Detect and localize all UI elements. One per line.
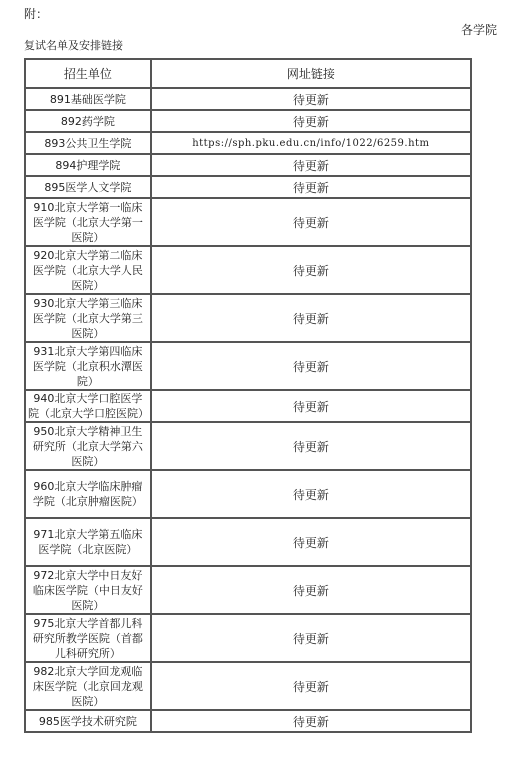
unit-cell: 894护理学院 (25, 154, 151, 176)
link-cell: 待更新 (151, 246, 471, 294)
unit-cell: 982北京大学回龙观临床医学院（北京回龙观医院） (25, 662, 151, 710)
table-row (25, 470, 471, 518)
link-cell: 待更新 (151, 470, 471, 518)
link-cell: 待更新 (151, 342, 471, 390)
link-cell: 待更新 (151, 710, 471, 732)
schools-label: 各学院 (460, 23, 497, 37)
unit-cell: 931北京大学第四临床医学院（北京积水潭医院） (25, 342, 151, 390)
link-cell: 待更新 (151, 110, 471, 132)
table-row (25, 198, 471, 246)
table-row (25, 154, 471, 176)
table-row (25, 662, 471, 710)
table-row (25, 390, 471, 422)
unit-cell: 950北京大学精神卫生研究所（北京大学第六医院） (25, 422, 151, 470)
link-cell: 待更新 (151, 422, 471, 470)
table-row (25, 294, 471, 342)
link-cell: 待更新 (151, 176, 471, 198)
link-cell: 待更新 (151, 294, 471, 342)
links-table (24, 58, 472, 733)
link-cell: 待更新 (151, 518, 471, 566)
unit-cell: 893公共卫生学院 (25, 132, 151, 154)
table-row (25, 176, 471, 198)
unit-cell: 940北京大学口腔医学院（北京大学口腔医院） (25, 390, 151, 422)
list-title: 复试名单及安排链接 (24, 39, 123, 52)
table-row (25, 88, 471, 110)
link-cell: 待更新 (151, 614, 471, 662)
table-row (25, 614, 471, 662)
unit-cell: 960北京大学临床肿瘤学院（北京肿瘤医院） (25, 470, 151, 518)
table-row (25, 422, 471, 470)
unit-cell: 985医学技术研究院 (25, 710, 151, 732)
table-row (25, 132, 471, 154)
table-row (25, 710, 471, 732)
table-row (25, 110, 471, 132)
unit-cell: 975北京大学首都儿科研究所教学医院（首都儿科研究所） (25, 614, 151, 662)
link-cell: 待更新 (151, 154, 471, 176)
unit-cell: 892药学院 (25, 110, 151, 132)
table-row (25, 566, 471, 614)
table-header-row (25, 59, 471, 88)
link-cell: 待更新 (151, 198, 471, 246)
unit-cell: 972北京大学中日友好临床医学院（中日友好医院） (25, 566, 151, 614)
column-header-unit: 招生单位 (25, 59, 151, 88)
link-cell: 待更新 (151, 88, 471, 110)
link-cell: 待更新 (151, 390, 471, 422)
unit-cell: 971北京大学第五临床医学院（北京医院） (25, 518, 151, 566)
link-cell: 待更新 (151, 662, 471, 710)
column-header-link: 网址链接 (151, 59, 471, 88)
unit-cell: 895医学人文学院 (25, 176, 151, 198)
unit-cell: 930北京大学第三临床医学院（北京大学第三医院） (25, 294, 151, 342)
unit-cell: 891基础医学院 (25, 88, 151, 110)
link-cell: 待更新 (151, 566, 471, 614)
appendix-label: 附： (24, 7, 49, 21)
unit-cell: 910北京大学第一临床医学院（北京大学第一医院） (25, 198, 151, 246)
table-row (25, 342, 471, 390)
table-row (25, 518, 471, 566)
unit-cell: 920北京大学第二临床医学院（北京大学人民医院） (25, 246, 151, 294)
table-row (25, 246, 471, 294)
url-link[interactable]: https://sph.pku.edu.cn/info/1022/6259.htm (151, 132, 471, 154)
